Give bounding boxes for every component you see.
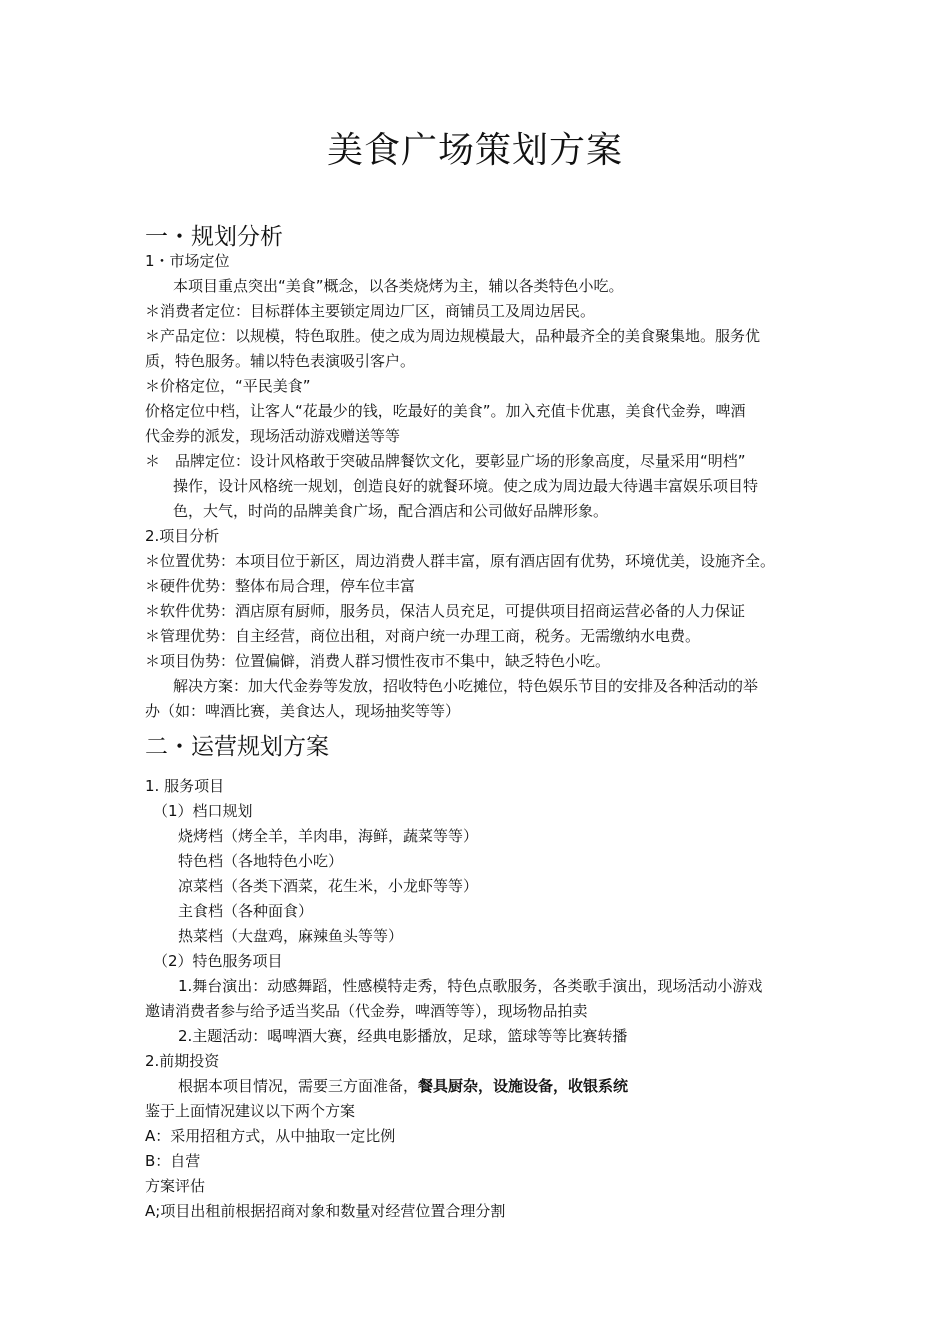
paragraph-hardware: ＊硬件优势：整体布局合理，停车位丰富: [145, 577, 416, 595]
document-title: 美食广场策划方案: [326, 130, 623, 171]
list-item: 热菜档（大盘鸡，麻辣鱼头等等）: [178, 927, 404, 945]
paragraph-price-1: 价格定位中档，让客人“花最少的钱，吃最好的美食”。加入充值卡优惠，美食代金券，啤酒: [145, 402, 746, 420]
paragraph-solution-2: 办（如：啤酒比赛，美食达人，现场抽奖等等）: [145, 702, 461, 720]
subheading-special-services: （2）特色服务项目: [153, 952, 283, 970]
paragraph-option-a: A：采用招租方式，从中抽取一定比例: [145, 1127, 396, 1145]
subheading-investment: 2.前期投资: [145, 1052, 220, 1070]
paragraph-location: ＊位置优势：本项目位于新区，周边消费人群丰富，原有酒店固有优势，环境优美，设施齐全。: [145, 552, 776, 570]
list-item: 主食档（各种面食）: [178, 902, 314, 920]
paragraph-evaluation: 方案评估: [145, 1177, 206, 1195]
list-item: 凉菜档（各类下酒菜，花生米，小龙虾等等）: [178, 877, 479, 895]
section-heading-operations: 二・运营规划方案: [145, 734, 329, 760]
paragraph-brand-3: 色，大气，时尚的品牌美食广场，配合酒店和公司做好品牌形象。: [173, 502, 609, 520]
paragraph-stage-1: 1.舞台演出：动感舞蹈，性感模特走秀，特色点歌服务，各类歌手演出，现场活动小游戏: [178, 977, 763, 995]
paragraph-evaluation-a: A;项目出租前根据招商对象和数量对经营位置合理分割: [145, 1202, 506, 1220]
section-heading-planning: 一・规划分析: [145, 224, 283, 250]
paragraph-price-title: ＊价格定位，“平民美食”: [145, 377, 311, 395]
paragraph-brand-2: 操作，设计风格统一规划，创造良好的就餐环境。使之成为周边最大待遇丰富娱乐项目特: [173, 477, 759, 495]
list-item: 烧烤档（烤全羊，羊肉串，海鲜，蔬菜等等）: [178, 827, 479, 845]
paragraph-product-2: 质，特色服务。辅以特色表演吸引客户。: [145, 352, 416, 370]
subheading-stall-planning: （1）档口规划: [153, 802, 253, 820]
paragraph-theme: 2.主题活动：喝啤酒大赛，经典电影播放，足球，篮球等等比赛转播: [178, 1027, 628, 1045]
paragraph-management: ＊管理优势：自主经营，商位出租，对商户统一办理工商，税务。无需缴纳水电费。: [145, 627, 701, 645]
subheading-services: 1. 服务项目: [145, 777, 225, 795]
paragraph-consumer: ＊消费者定位：目标群体主要锁定周边厂区，商铺员工及周边居民。: [145, 302, 596, 320]
paragraph-option-b: B：自营: [145, 1152, 201, 1170]
paragraph-weakness: ＊项目伪势：位置偏僻，消费人群习惯性夜市不集中，缺乏特色小吃。: [145, 652, 611, 670]
list-item: 特色档（各地特色小吃）: [178, 852, 344, 870]
paragraph-investment: [178, 1075, 628, 1097]
subheading-project-analysis: 2.项目分析: [145, 527, 220, 545]
paragraph-brand-1: ＊ 品牌定位：设计风格敢于突破品牌餐饮文化，要彰显广场的形象高度，尽量采用“明档”: [145, 452, 746, 470]
paragraph-product-1: ＊产品定位：以规模，特色取胜。使之成为周边规模最大，品种最齐全的美食聚集地。服务优: [145, 327, 761, 345]
paragraph-suggestion: 鉴于上面情况建议以下两个方案: [145, 1102, 356, 1120]
paragraph-solution-1: 解决方案：加大代金券等发放，招收特色小吃摊位，特色娱乐节目的安排及各种活动的举: [173, 677, 759, 695]
paragraph-software: ＊软件优势：酒店原有厨师，服务员，保洁人员充足，可提供项目招商运营必备的人力保证: [145, 602, 746, 620]
paragraph-price-2: 代金券的派发，现场活动游戏赠送等等: [145, 427, 401, 445]
paragraph-intro: 本项目重点突出“美食”概念，以各类烧烤为主，辅以各类特色小吃。: [173, 277, 624, 295]
subheading-market: 1・市场定位: [145, 252, 230, 270]
investment-text: 根据本项目情况，需要三方面准备，: [178, 1077, 419, 1095]
investment-bold-text: 餐具厨杂，设施设备，收银系统: [418, 1077, 629, 1095]
paragraph-stage-2: 邀请消费者参与给予适当奖品（代金券，啤酒等等），现场物品拍卖: [145, 1002, 588, 1020]
